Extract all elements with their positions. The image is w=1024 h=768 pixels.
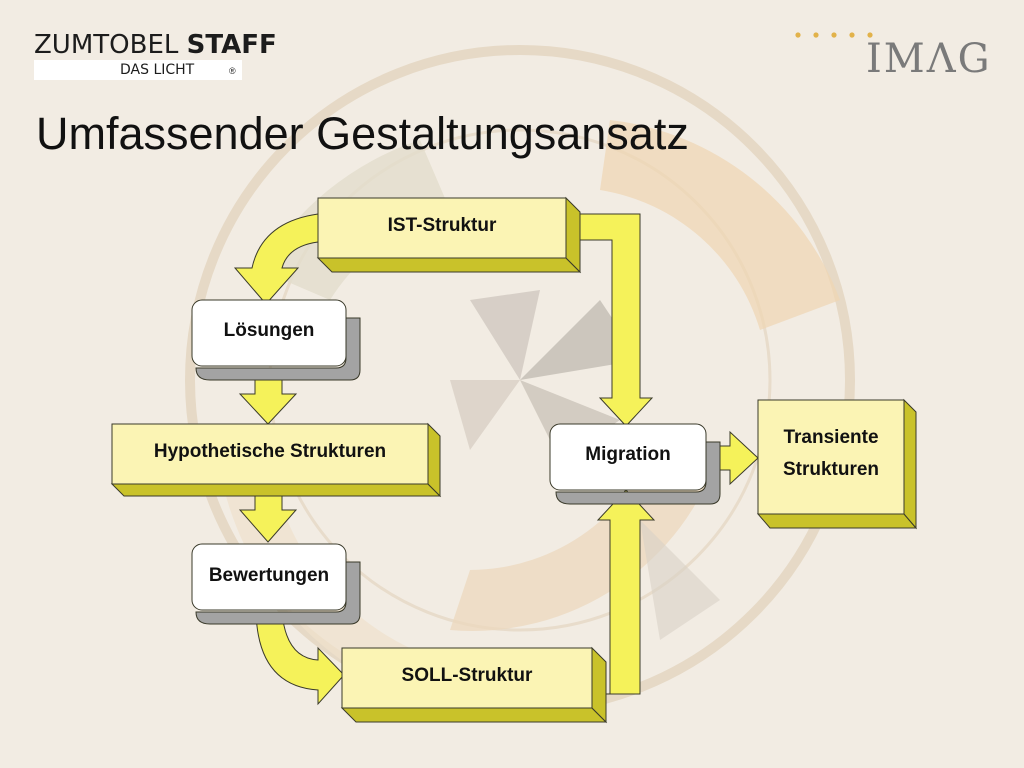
imag-logo: IMΛG	[866, 36, 992, 82]
ist-struktur-label: IST-Struktur	[387, 215, 497, 236]
registered-mark: ®	[229, 66, 236, 76]
page-title: Umfassender Gestaltungsansatz	[36, 108, 689, 159]
arrow-ist-to-loesungen	[235, 214, 318, 304]
bewertungen-label: Bewertungen	[208, 565, 330, 586]
transiente-strukturen-label-line1: Transiente	[783, 427, 879, 448]
arrow-ist-to-migration	[570, 214, 652, 426]
loesungen-label: Lösungen	[223, 320, 315, 341]
migration-label: Migration	[585, 444, 671, 465]
logo-subtitle: DAS LICHT	[120, 62, 195, 78]
soll-struktur-label: SOLL-Struktur	[401, 665, 533, 686]
arrow-bewertungen-to-soll	[256, 612, 344, 704]
hypothetische-strukturen-label: Hypothetische Strukturen	[153, 441, 387, 462]
transiente-strukturen-label-line2: Strukturen	[782, 459, 880, 480]
zumtobel-staff-logo: ZUMTOBEL STAFF	[34, 30, 277, 60]
